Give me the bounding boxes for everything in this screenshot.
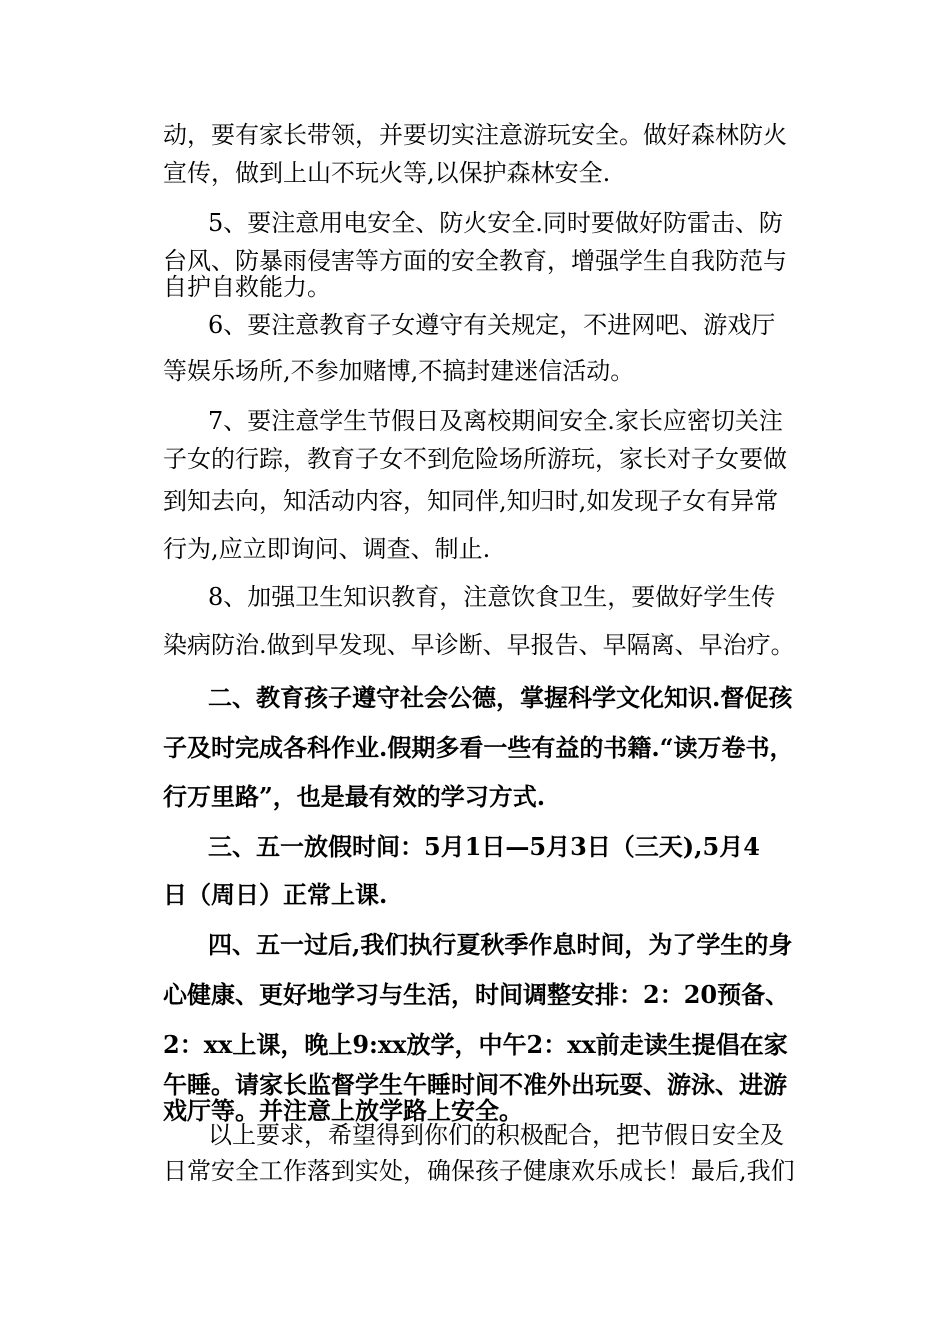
text-line-bold: 心健康、更好地学习与生活，时间调整安排：2：20预备、: [163, 980, 790, 1009]
text-line-bold: 三、五一放假时间：5月1日—5月3日（三天),5月4: [208, 832, 760, 861]
text-line: 行为,应立即询问、调查、制止.: [163, 535, 491, 563]
text-line: 日常安全工作落到实处，确保孩子健康欢乐成长！最后,我们: [163, 1157, 795, 1185]
text-line: 宣传，做到上山不玩火等,以保护森林安全.: [163, 159, 611, 187]
text-line: 自护自救能力。: [163, 273, 331, 301]
text-line: 5、要注意用电安全、防火安全.同时要做好防雷击、防: [208, 209, 783, 237]
text-line: 等娱乐场所,不参加赌博,不搞封建迷信活动。: [163, 357, 635, 385]
text-line: 子女的行踪，教育子女不到危险场所游玩，家长对子女要做: [163, 445, 787, 473]
text-line-bold: 戏厅等。并注意上放学路上安全。: [163, 1096, 523, 1125]
text-line-bold: 日（周日）正常上课.: [163, 880, 388, 909]
text-line: 到知去向，知活动内容，知同伴,知归时,如发现子女有异常: [163, 487, 779, 515]
text-line-bold: 子及时完成各科作业.假期多看一些有益的书籍.“读万卷书，: [163, 733, 794, 762]
text-line-bold: 四、五一过后,我们执行夏秋季作息时间，为了学生的身: [208, 930, 793, 959]
text-line-bold: 2：xx上课，晚上9:xx放学，中午2：xx前走读生提倡在家: [163, 1030, 788, 1059]
text-line: 6、要注意教育子女遵守有关规定，不进网吧、游戏厅: [208, 311, 776, 339]
text-line: 染病防治.做到早发现、早诊断、早报告、早隔离、早治疗。: [163, 631, 795, 659]
text-line-bold: 二、教育孩子遵守社会公德，掌握科学文化知识.督促孩: [208, 683, 793, 712]
text-line-bold: 午睡。请家长监督学生午睡时间不准外出玩耍、游泳、进游: [163, 1070, 787, 1099]
text-line: 台风、防暴雨侵害等方面的安全教育，增强学生自我防范与: [163, 247, 787, 275]
text-line: 8、加强卫生知识教育，注意饮食卫生，要做好学生传: [208, 583, 776, 611]
text-line-bold: 行万里路”，也是最有效的学习方式.: [163, 782, 546, 811]
text-line: 动，要有家长带领，并要切实注意游玩安全。做好森林防火: [163, 121, 787, 149]
text-line: 以上要求，希望得到你们的积极配合，把节假日安全及: [208, 1121, 784, 1149]
text-line: 7、要注意学生节假日及离校期间安全.家长应密切关注: [208, 407, 783, 435]
